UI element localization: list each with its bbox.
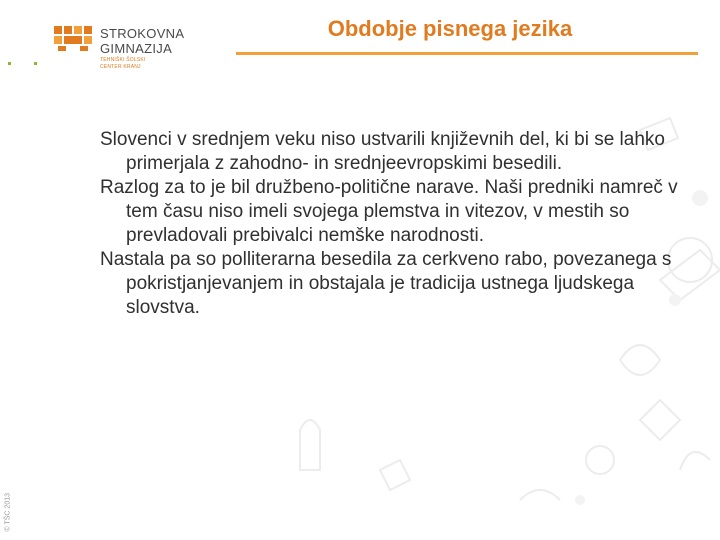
slide-title: Obdobje pisnega jezika [327, 16, 573, 41]
logo-sub-line-1: TEHNIŠKI ŠOLSKI [100, 57, 146, 63]
logo-name [100, 26, 184, 56]
slide-body [100, 128, 700, 320]
paragraph-2: Razlog za to je bil družbeno-politične narave. Naši predniki namreč v tem času niso imeli svojega plemstva in vitezov, v mestih so prevladovali prebivalci nemške narodnosti. [100, 177, 678, 246]
logo-name-line-1: STROKOVNA [100, 26, 185, 41]
school-logo [52, 24, 202, 74]
paragraph-3: Nastala pa so polliterarna besedila za cerkveno rabo, povezanega s pokristjanjevanjem in obstajala je tradicija ustnega ljudskega slovstva. [100, 249, 672, 318]
paragraph-1: Slovenci v srednjem veku niso ustvarili književnih del, ki bi se lahko primerjala z zahodno- in srednjeevropskimi besedili. [100, 129, 665, 174]
header-divider [236, 52, 698, 55]
logo-mark-icon [52, 24, 96, 52]
logo-name-line-2: GIMNAZIJA [100, 41, 173, 56]
logo-sub-line-2: CENTER KRANJ [100, 64, 141, 70]
logo-subtitle [100, 57, 146, 71]
copyright-note: © TŠC 2013 [4, 493, 12, 532]
